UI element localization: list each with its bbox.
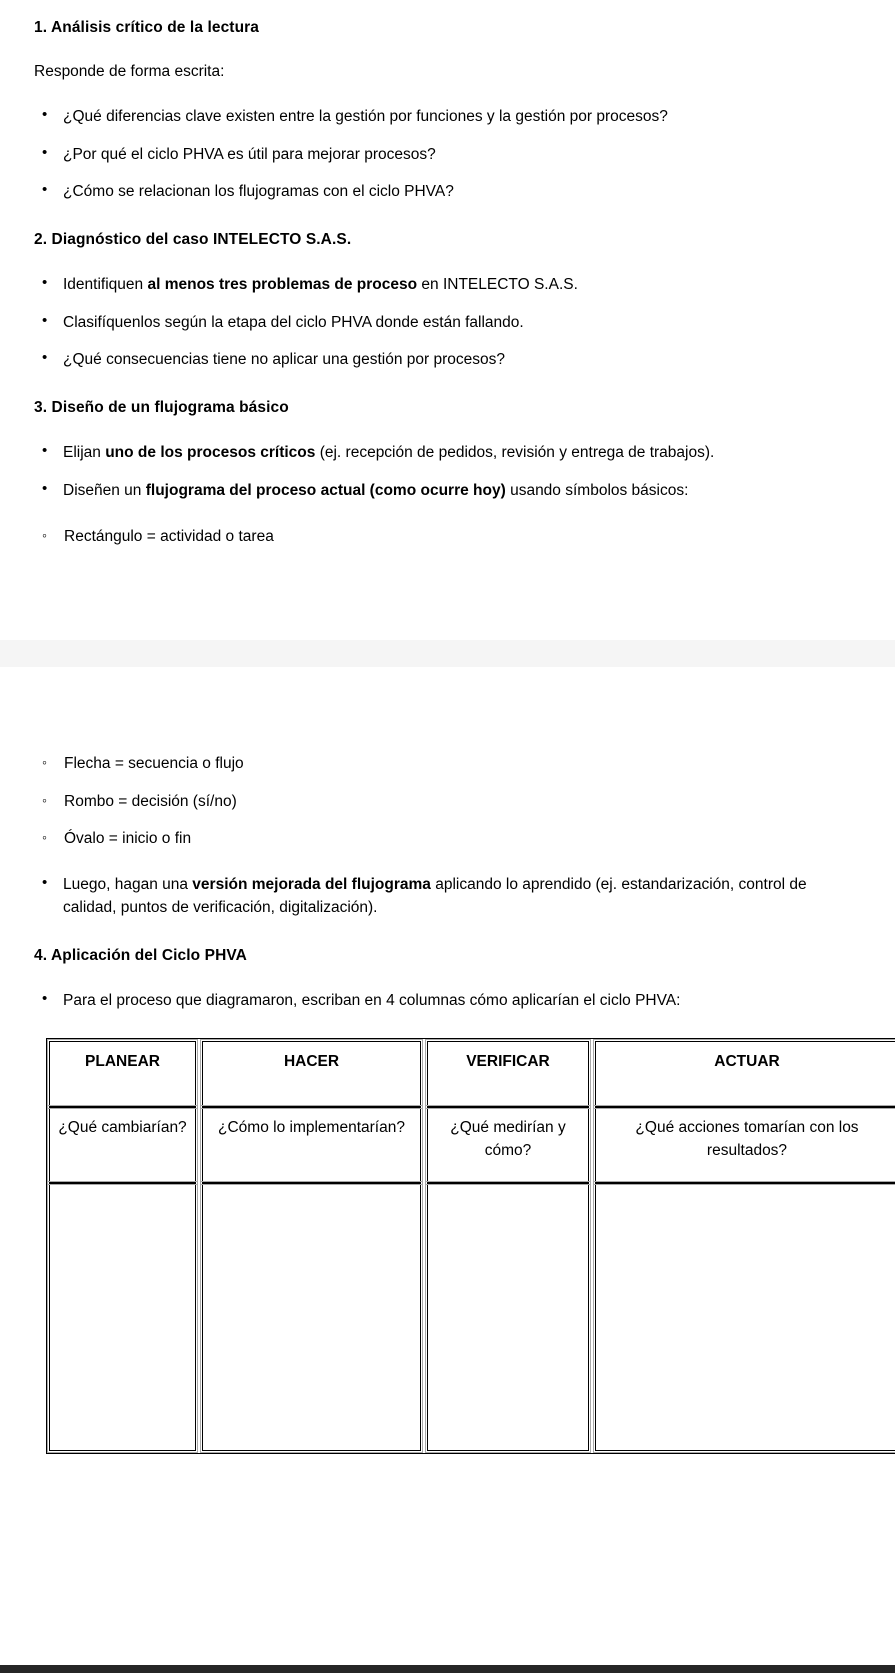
table-header-planear: PLANEAR [49,1041,196,1107]
table-cell-prompt-verificar: ¿Qué medirían y cómo? [427,1107,589,1183]
bullet-text-bold: uno de los procesos críticos [105,443,316,461]
subbullet-text: Rombo = decisión (sí/no) [64,792,237,810]
bullet-text: ¿Por qué el ciclo PHVA es útil para mejorar procesos? [63,145,436,163]
subbullet-text: Rectángulo = actividad o tarea [64,527,274,545]
spacer [34,83,861,105]
list-item [34,273,861,297]
bullet-text-bold: flujograma del proceso actual (como ocurre hoy) [145,482,506,500]
bullet-text: ¿Qué diferencias clave existen entre la gestión por funciones y la gestión por procesos? [63,108,668,126]
flowchart-symbols-list-after-break [34,752,861,851]
spacer [34,967,861,989]
section-3-final-bullet-list [34,873,861,920]
table-header-verificar: VERIFICAR [427,1041,589,1107]
table-cell-answer-verificar[interactable] [427,1183,589,1451]
page-top-whitespace [0,667,895,752]
bullet-text-pre: Identifiquen [63,275,148,293]
bullet-text-post: (ej. recepción de pedidos, revisión y entrega de trabajos). [315,443,715,461]
section-1-intro: Responde de forma escrita: [34,62,225,80]
table-cell-answer-hacer[interactable] [202,1183,421,1451]
list-item [34,479,861,503]
spacer [34,372,861,398]
bullet-text-bold: versión mejorada del flujograma [192,875,431,893]
section-3-bullet-list [34,441,861,503]
spacer [34,204,861,230]
list-item [34,143,861,167]
spacer [34,419,861,441]
list-item [34,441,861,465]
list-item [34,180,861,204]
table-cell-prompt-planear: ¿Qué cambiarían? [49,1107,196,1183]
list-item [34,311,861,335]
section-4-bullet-list [34,989,861,1013]
bullet-text-pre: Elijan [63,443,106,461]
section-3-heading: 3. Diseño de un flujograma básico [34,398,289,416]
list-item [34,525,861,549]
table-header-hacer: HACER [202,1041,421,1107]
bullet-text-post: usando símbolos básicos: [505,482,689,500]
list-item [34,989,861,1013]
list-item [34,348,861,372]
document-content-continued [0,752,895,1454]
bullet-text-pre: Clasifíquenlos según la etapa del ciclo PHVA donde están fallando. [63,313,524,331]
bullet-text-pre: Diseñen un [63,482,146,500]
list-item [34,790,861,814]
table-cell-prompt-actuar: ¿Qué acciones tomarían con los resultados? [595,1107,895,1183]
footer-bar [0,1665,895,1673]
list-item [34,873,861,920]
bullet-text-bold: al menos tres problemas de proceso [147,275,418,293]
section-1-bullet-list [34,105,861,204]
table-row-answers [49,1183,895,1451]
table-cell-answer-actuar[interactable] [595,1183,895,1451]
list-item [34,752,861,776]
spacer [34,503,861,525]
bullet-text-pre: Luego, hagan una [63,875,193,893]
subbullet-text: Flecha = secuencia o flujo [64,755,244,773]
bullet-text-post: aplicando lo aprendido (ej. estandarización, control de calidad, puntos de verificación, digitalización). [63,875,807,917]
page-break-band [0,640,895,667]
section-1-heading: 1. Análisis crítico de la lectura [34,19,259,36]
section-2-bullet-list [34,273,861,372]
phva-table-wrapper [46,1038,866,1454]
spacer-top [34,0,861,18]
bullet-text-post: en INTELECTO S.A.S. [417,275,578,293]
bullet-text: Para el proceso que diagramaron, escriban en 4 columnas cómo aplicarían el ciclo PHVA: [63,991,681,1009]
page-bottom-whitespace [0,548,895,640]
section-2-heading: 2. Diagnóstico del caso INTELECTO S.A.S. [34,231,352,249]
table-row-prompts [49,1107,895,1183]
bullet-text: ¿Cómo se relacionan los flujogramas con el ciclo PHVA? [63,183,454,201]
phva-table [46,1038,895,1454]
spacer [34,39,861,61]
list-item [34,827,861,851]
list-item [34,105,861,129]
document-content [0,0,895,548]
table-cell-prompt-hacer: ¿Cómo lo implementarían? [202,1107,421,1183]
table-row-headers [49,1041,895,1107]
bullet-text-pre: ¿Qué consecuencias tiene no aplicar una gestión por procesos? [63,351,506,369]
table-cell-answer-planear[interactable] [49,1183,196,1451]
table-header-actuar: ACTUAR [595,1041,895,1107]
spacer [34,920,861,946]
subbullet-text: Óvalo = inicio o fin [64,830,192,848]
spacer [34,851,861,873]
flowchart-symbols-list-before-break [34,525,861,549]
section-4-heading: 4. Aplicación del Ciclo PHVA [34,946,247,964]
spacer [34,251,861,273]
